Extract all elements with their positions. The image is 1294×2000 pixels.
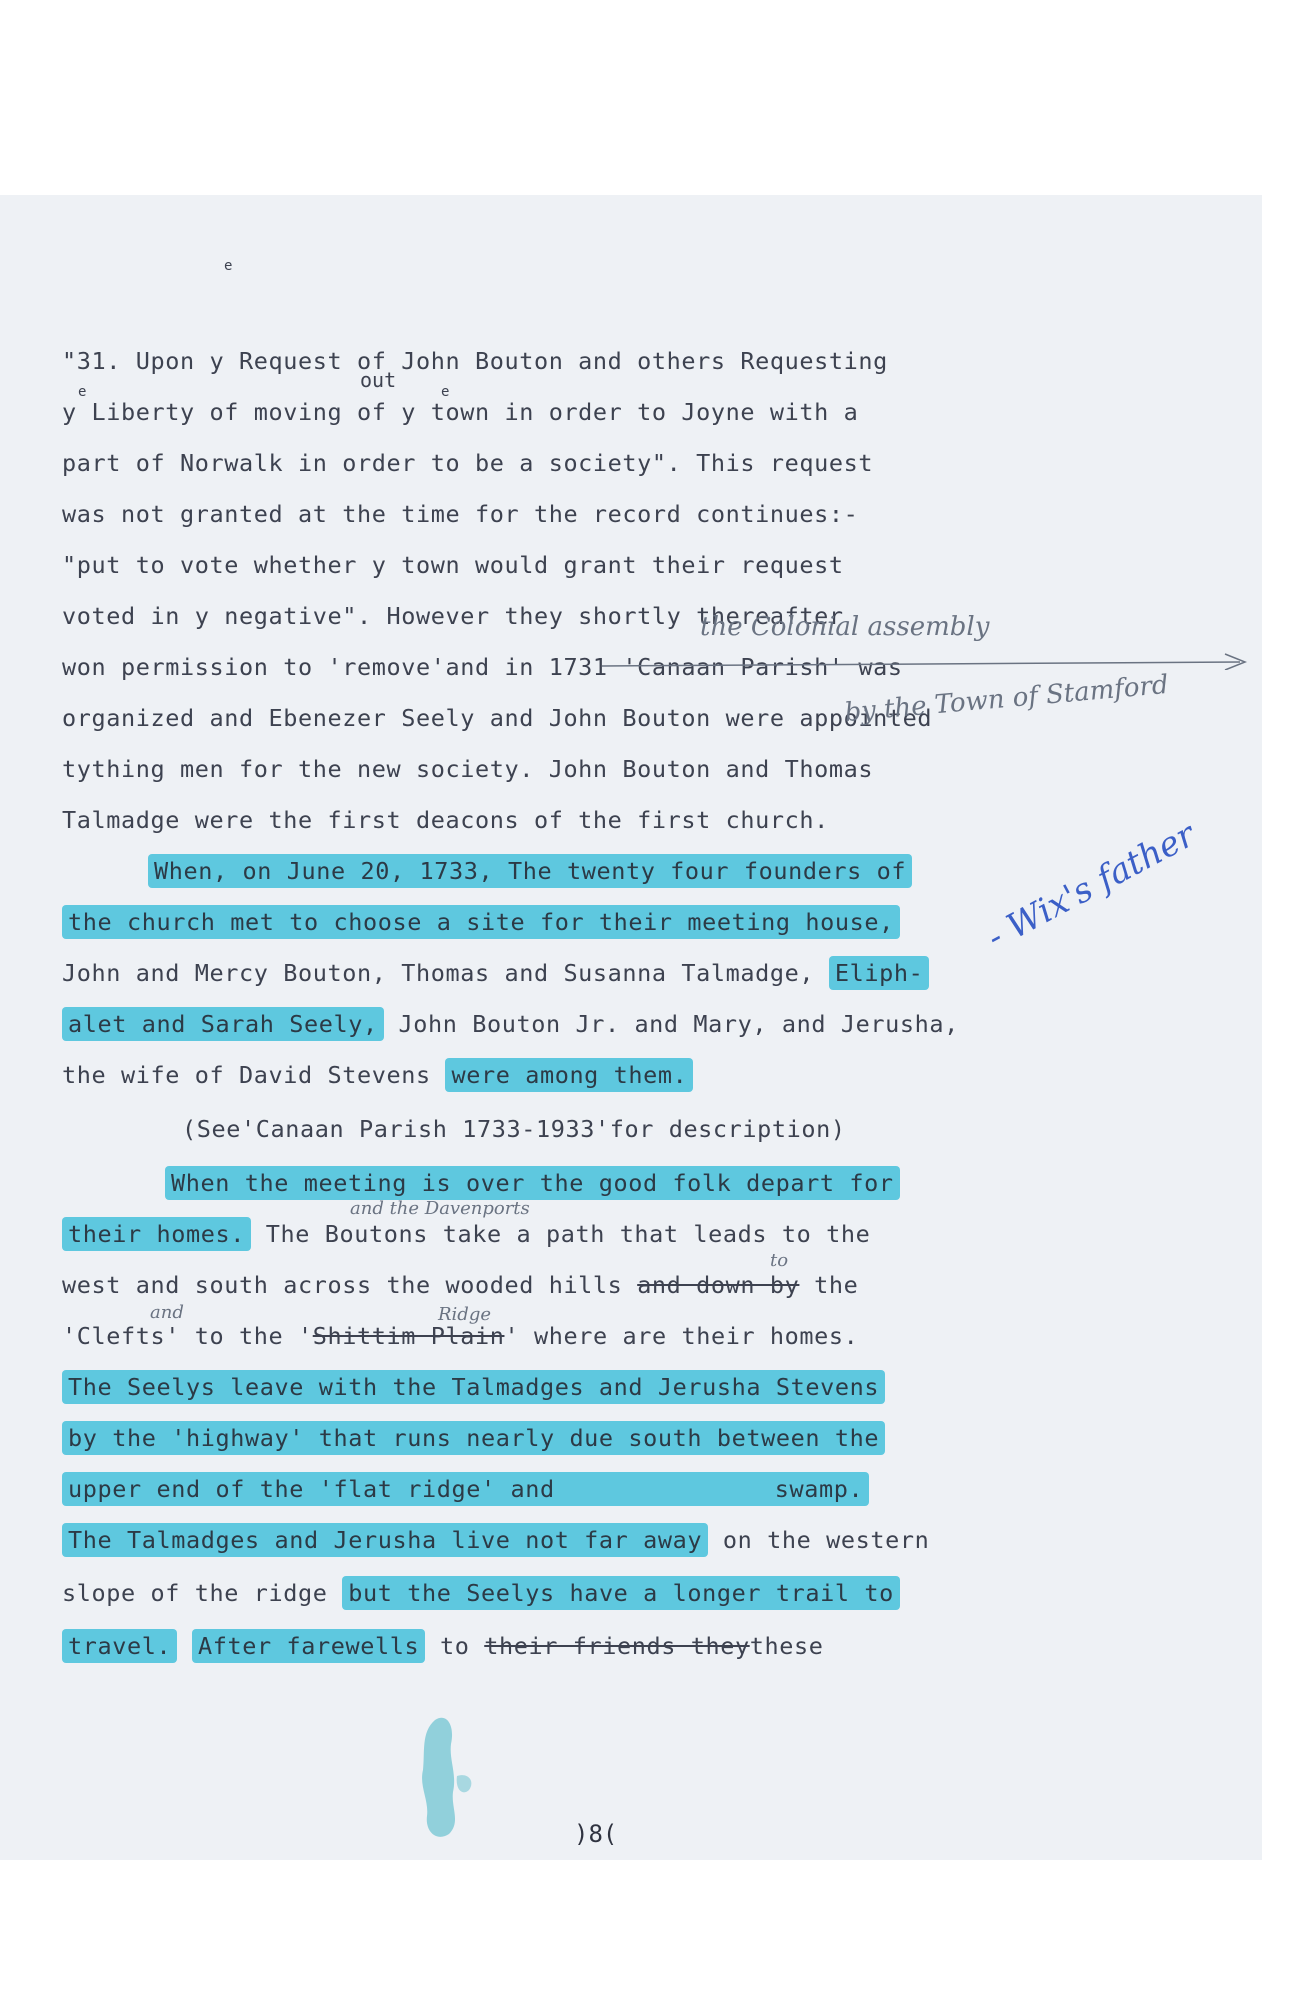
highlight-span: After farewells: [192, 1629, 425, 1663]
text-line-12: [62, 901, 900, 943]
superscript-e-1: e: [224, 258, 233, 274]
highlight-span: Eliph-: [829, 956, 930, 990]
text-line-6: voted in y negative". However they shortly thereafter: [62, 602, 844, 630]
text-span: on the western: [708, 1526, 930, 1554]
text-line-26: [62, 1625, 823, 1667]
text-line-2: y Liberty of moving of y town in order to Joyne with a: [62, 398, 859, 426]
handwritten-insertion-colonial-assembly: the Colonial assembly: [700, 612, 990, 642]
ink-stain: [405, 1712, 485, 1842]
text-line-7: won permission to 'remove'and in 1731 'Canaan Parish' was: [62, 653, 903, 681]
insertion-arrow: [600, 640, 1260, 670]
text-line-17: [165, 1162, 900, 1204]
highlight-span: When, on June 20, 1733, The twenty four founders of: [148, 854, 912, 888]
text-line-10: Talmadge were the first deacons of the first church.: [62, 806, 829, 834]
superscript-out: out: [360, 368, 397, 392]
text-span: west and south across the wooded hills: [62, 1271, 638, 1299]
text-line-25: [62, 1572, 900, 1614]
highlight-span: but the Seelys have a longer trail to: [342, 1576, 900, 1610]
text-line-22: [62, 1417, 885, 1459]
text-span: ' where are their homes.: [504, 1322, 859, 1350]
page-number: )8(: [574, 1820, 618, 1848]
text-span: the wife of David Stevens: [62, 1061, 446, 1089]
text-line-21: [62, 1366, 885, 1408]
handwritten-insertion-davenports: and the Davenports: [350, 1198, 530, 1219]
highlight-span: their homes.: [62, 1217, 251, 1251]
struck-text: and down by: [637, 1271, 800, 1299]
text-line-24: [62, 1519, 929, 1561]
struck-text: their friends they: [484, 1632, 750, 1660]
text-line-8: organized and Ebenezer Seely and John Bouton were appointed: [62, 704, 933, 732]
text-line-19: [62, 1264, 858, 1306]
handwritten-insertion-town-of-stamford: by the Town of Stamford: [843, 669, 1170, 729]
text-span: to: [425, 1632, 485, 1660]
handwritten-note-wixs-father: - Wix's father: [980, 814, 1202, 958]
text-line-5: "put to vote whether y town would grant their request: [62, 551, 844, 579]
text-line-1: "31. Upon y Request of John Bouton and others Requesting: [62, 347, 888, 375]
text-line-9: tything men for the new society. John Bouton and Thomas: [62, 755, 874, 783]
text-line-23: [62, 1468, 869, 1510]
text-line-15: [62, 1054, 693, 1096]
superscript-e-3: e: [441, 384, 450, 400]
text-span: John Bouton Jr. and Mary, and Jerusha,: [383, 1010, 959, 1038]
highlight-span: were among them.: [445, 1058, 693, 1092]
text-span: these: [749, 1632, 824, 1660]
text-line-16: (See'Canaan Parish 1733-1933'for description): [182, 1115, 846, 1143]
text-span: John and Mercy Bouton, Thomas and Susanna Talmadge,: [62, 959, 815, 987]
highlight-span: When the meeting is over the good folk depart for: [165, 1166, 900, 1200]
highlight-span: the church met to choose a site for their meeting house,: [62, 905, 900, 939]
text-line-13: [62, 952, 929, 994]
highlight-span: The Seelys leave with the Talmadges and Jerusha Stevens: [62, 1370, 885, 1404]
highlight-span: [62, 1472, 869, 1506]
text-span: upper end of the 'flat ridge' and: [68, 1475, 555, 1503]
text-line-11: [148, 850, 912, 892]
text-span: the: [799, 1271, 859, 1299]
highlight-span: by the 'highway' that runs nearly due south between the: [62, 1421, 885, 1455]
text-line-18: [62, 1213, 870, 1255]
handwritten-insertion-to: to: [770, 1250, 789, 1271]
text-line-3: part of Norwalk in order to be a society". This request: [62, 449, 874, 477]
text-span: swamp.: [774, 1475, 864, 1503]
highlight-span: The Talmadges and Jerusha live not far away: [62, 1523, 708, 1557]
struck-text: Shittim Plain: [312, 1322, 505, 1350]
text-span: 'Clefts' to the ': [62, 1322, 313, 1350]
text-span: The Boutons take a path that leads to the: [250, 1220, 871, 1248]
handwritten-insertion-and: and: [150, 1302, 184, 1323]
highlight-span: alet and Sarah Seely,: [62, 1007, 384, 1041]
text-line-14: [62, 1003, 959, 1045]
superscript-e-2: e: [78, 384, 87, 400]
text-span: slope of the ridge: [62, 1579, 343, 1607]
handwritten-insertion-ridge: Ridge: [438, 1304, 492, 1325]
text-line-4: was not granted at the time for the record continues:-: [62, 500, 859, 528]
highlight-span: travel.: [62, 1629, 177, 1663]
